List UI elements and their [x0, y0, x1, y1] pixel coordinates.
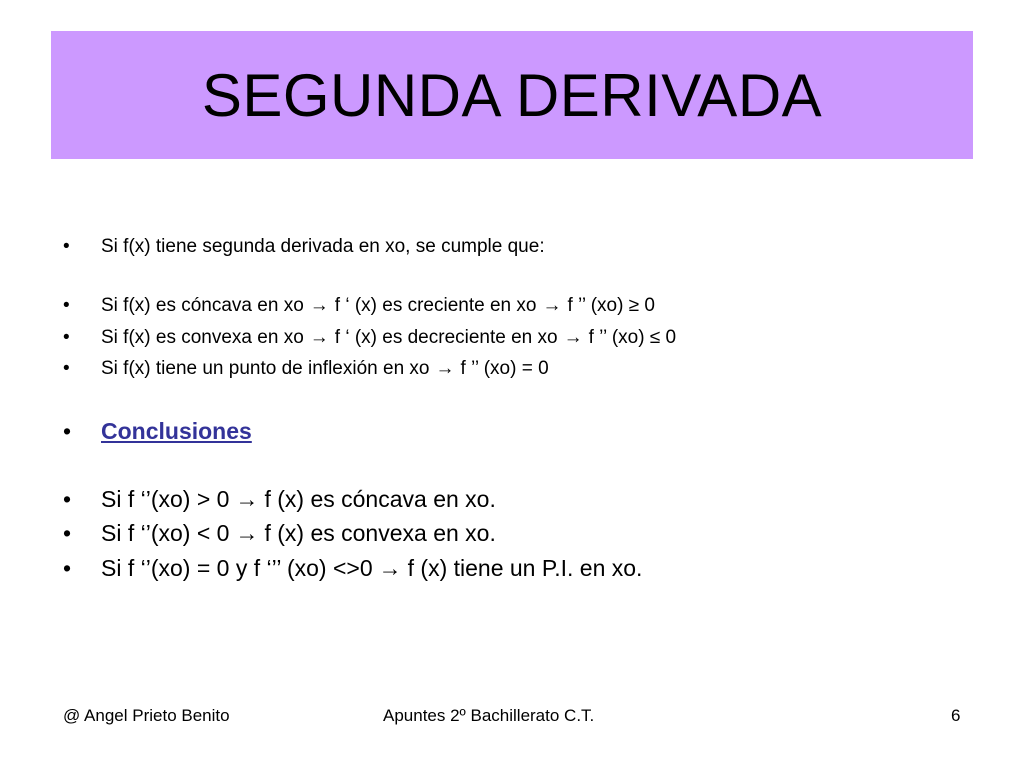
bullet-icon: •: [63, 327, 70, 348]
bullet-icon: •: [63, 555, 72, 581]
arrow-right-icon: →: [235, 520, 259, 546]
condition-premise: Si f(x) tiene un punto de inflexión en xo: [101, 358, 430, 379]
arrow-right-icon: →: [309, 327, 329, 348]
condition-result: f ’’ (xo) ≥ 0: [567, 295, 655, 316]
condition-result: f ’’ (xo) ≤ 0: [588, 327, 677, 348]
condition-item: [63, 295, 655, 317]
bullet-icon: •: [63, 520, 72, 546]
condition-result: f ’’ (xo) = 0: [460, 358, 549, 379]
condition-item: [63, 358, 549, 380]
footer-page-number: 6: [951, 706, 961, 725]
conclusion-item: [63, 486, 496, 513]
conclusiones-item: [63, 418, 252, 445]
condition-premise: Si f(x) es cóncava en xo: [101, 295, 304, 316]
arrow-right-icon: →: [563, 327, 583, 348]
conclusiones-heading: Conclusiones: [101, 418, 252, 444]
bullet-icon: •: [63, 358, 70, 379]
title-band: [51, 31, 973, 159]
bullet-icon: •: [63, 295, 70, 316]
conclusion-item: [63, 555, 642, 582]
condition-middle: f ‘ (x) es decreciente en xo: [334, 327, 558, 348]
bullet-icon: •: [63, 236, 70, 257]
conclusion-premise: Si f ‘’(xo) = 0 y f ‘’’ (xo) <>0: [101, 555, 373, 581]
footer-course: Apuntes 2º Bachillerato C.T.: [383, 706, 595, 725]
condition-premise: Si f(x) es convexa en xo: [101, 327, 304, 348]
arrow-right-icon: →: [378, 555, 402, 581]
arrow-right-icon: →: [309, 295, 329, 316]
conclusion-premise: Si f ‘’(xo) > 0: [101, 486, 230, 512]
conclusion-premise: Si f ‘’(xo) < 0: [101, 520, 230, 546]
conclusion-item: [63, 520, 496, 547]
intro-item: [63, 236, 545, 258]
intro-text: Si f(x) tiene segunda derivada en xo, se cumple que:: [101, 236, 545, 257]
slide-title: SEGUNDA DERIVADA: [201, 61, 823, 129]
conclusion-result: f (x) es cóncava en xo.: [264, 486, 496, 512]
arrow-right-icon: →: [435, 358, 455, 379]
footer-author: @ Angel Prieto Benito: [63, 706, 230, 725]
arrow-right-icon: →: [542, 295, 562, 316]
condition-item: [63, 327, 676, 349]
conclusion-result: f (x) tiene un P.I. en xo.: [407, 555, 643, 581]
condition-middle: f ‘ (x) es creciente en xo: [334, 295, 537, 316]
bullet-icon: •: [63, 486, 72, 512]
arrow-right-icon: →: [235, 486, 259, 512]
conclusion-result: f (x) es convexa en xo.: [264, 520, 496, 546]
bullet-icon: •: [63, 418, 72, 444]
